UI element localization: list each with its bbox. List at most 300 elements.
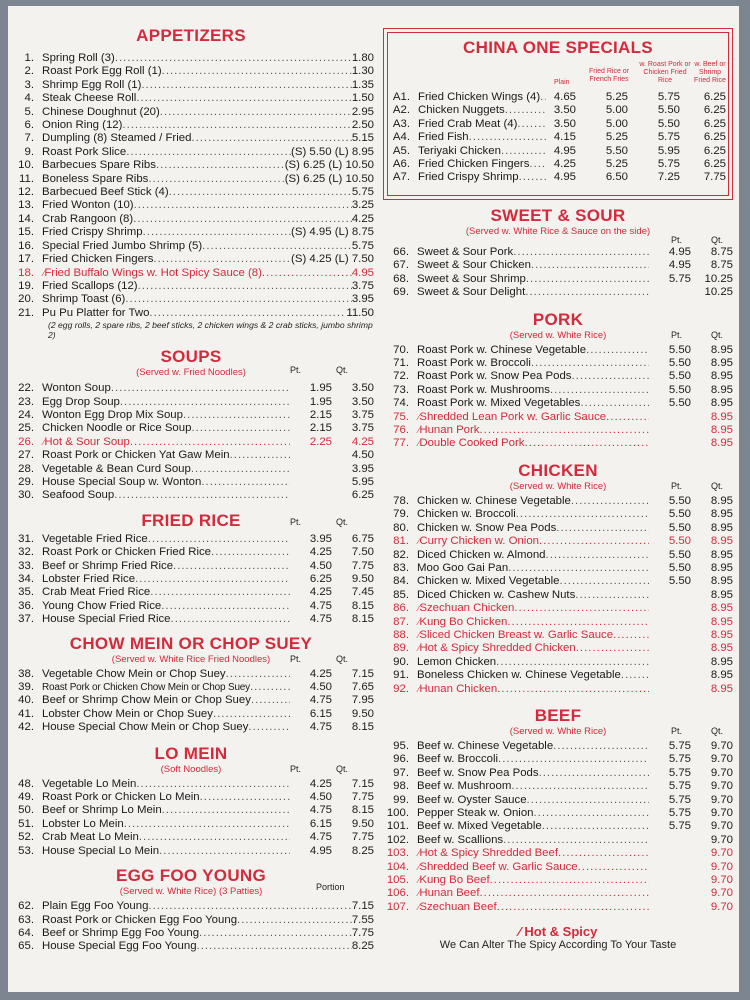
right-sections (383, 206, 733, 951)
item-price-pint: 4.25 (309, 546, 332, 559)
egg-foo-young-title: EGG FOO YOUNG (116, 866, 266, 886)
item-number: 78. (393, 494, 409, 507)
leader-dots (480, 424, 650, 437)
special-item (384, 131, 726, 144)
item-price-pint: 4.75 (309, 694, 332, 707)
leader-dots (490, 874, 649, 887)
item-name: Beef or Shrimp Chow Mein or Chop Suey (42, 694, 251, 707)
leader-dots (531, 357, 649, 370)
item-price-quart: 9.50 (351, 573, 374, 585)
item-price: 4.95 (351, 266, 374, 279)
item-price-pint: 5.75 (668, 753, 691, 766)
item-price-pint: 5.75 (668, 780, 691, 793)
item-price-pint: 4.75 (309, 599, 332, 612)
item-name: House Special Fried Rice (42, 613, 171, 626)
beef-subtitle (383, 726, 733, 737)
menu-item (383, 437, 733, 450)
item-price-quart: 8.95 (710, 370, 733, 383)
item-name: Spring Roll (3) (42, 52, 115, 64)
menu-item (383, 642, 733, 655)
item-name: Lobster Fried Rice (42, 573, 136, 585)
pepper-icon: ∕ (418, 876, 420, 886)
specials-column-headers (384, 61, 732, 87)
menu-item (8, 159, 374, 172)
item-price: (S) 6.25 (L) 10.50 (284, 172, 374, 185)
item-price: 7.75 (351, 926, 374, 939)
item-name: Vegetable Fried Rice (42, 532, 148, 545)
item-price-quart: 8.95 (710, 424, 733, 437)
leader-dots (571, 495, 649, 508)
leader-dots (120, 396, 290, 409)
leader-dots (191, 422, 290, 435)
leader-dots (497, 683, 649, 696)
item-price-quart: 7.75 (351, 559, 374, 572)
item-name: Roast Pork Egg Roll (1) (42, 65, 162, 78)
menu-item (8, 533, 374, 546)
item-name: Wonton Egg Drop Mix Soup (42, 408, 183, 421)
item-price-pint: 4.95 (668, 259, 691, 272)
item-name: Beef w. Snow Pea Pods (417, 766, 539, 779)
item-price-quart: 8.95 (710, 561, 733, 574)
price-plain: 4.25 (553, 158, 576, 171)
item-name: Szechuan Beef (419, 900, 497, 913)
item-price-pint: 1.95 (309, 395, 332, 408)
pupu-note: (2 egg rolls, 2 spare ribs, 2 beef sticks, 2 chicken wings & 2 crab sticks, jumbo shrimp 2) (48, 320, 373, 341)
menu-item (8, 778, 374, 791)
item-name: Fried Chicken Fingers (42, 253, 154, 266)
leader-dots (556, 522, 649, 535)
item-price-quart: 10.25 (704, 286, 733, 299)
leader-dots (531, 259, 649, 272)
item-price-pint: 4.75 (309, 804, 332, 817)
pepper-icon: ∕ (418, 889, 420, 899)
price-beef: 7.75 (703, 171, 726, 184)
item-price-pint: 4.75 (309, 831, 332, 844)
item-number: 106. (386, 887, 409, 900)
item-number: A4. (392, 131, 410, 144)
menu-item (8, 409, 374, 422)
item-price: 1.30 (351, 65, 374, 78)
item-number: 99. (393, 793, 409, 806)
item-price-quart: 8.15 (351, 599, 374, 612)
sweet-sour-list (383, 246, 733, 300)
item-name: Dumpling (8) Steamed / Fried (42, 132, 192, 145)
item-price-quart: 3.75 (351, 422, 374, 435)
item-price-pint: 5.50 (668, 521, 691, 534)
item-number: 98. (393, 780, 409, 793)
item-price-pint: 5.50 (668, 508, 691, 521)
item-price-quart: 9.70 (710, 793, 733, 806)
item-number: 4. (24, 92, 34, 105)
leader-dots (606, 411, 649, 424)
leader-dots (237, 914, 352, 927)
special-item (384, 104, 726, 117)
item-price-pint: 5.50 (668, 535, 691, 548)
item-number: 40. (18, 694, 34, 707)
price-beef: 6.25 (703, 158, 726, 171)
leader-dots (130, 436, 290, 449)
menu-item (383, 874, 733, 887)
item-price-quart: 9.70 (710, 820, 733, 833)
price-roast: 5.95 (657, 144, 680, 157)
leader-dots (150, 586, 290, 599)
menu-item (8, 173, 374, 186)
item-name: Roast Pork or Chicken Chow Mein or Chop Suey (42, 682, 250, 694)
menu-item (8, 845, 374, 858)
item-number: 22. (18, 382, 34, 395)
menu-item (8, 694, 374, 707)
item-price-quart: 8.95 (710, 410, 733, 423)
leader-dots (162, 65, 352, 78)
price-plain: 3.50 (553, 104, 576, 117)
item-price: (S) 5.50 (L) 8.95 (291, 145, 374, 158)
item-price-quart: 8.95 (710, 655, 733, 668)
menu-item (383, 273, 733, 286)
beef-title: BEEF (534, 705, 582, 725)
leader-dots (553, 740, 649, 753)
item-price-quart: 7.75 (351, 831, 374, 844)
soups-subtitle-text: (Served w. Fried Noodles) (136, 367, 246, 379)
item-number: 90. (393, 655, 409, 668)
item-name: Double Cooked Pork (419, 437, 525, 450)
leader-dots (173, 560, 290, 573)
menu-item (8, 226, 374, 239)
item-name: Beef w. Mushroom (417, 780, 512, 793)
leader-dots (226, 668, 290, 681)
item-number: 49. (18, 791, 34, 804)
menu-item (8, 927, 374, 940)
menu-item (8, 436, 374, 449)
item-number: 1. (24, 52, 34, 64)
item-number: 81. (393, 535, 409, 548)
item-number: 38. (18, 667, 34, 680)
menu-item (8, 146, 374, 159)
leader-dots (156, 159, 285, 172)
leader-dots (136, 92, 351, 105)
item-name: House Special Chow Mein or Chop Suey (42, 721, 249, 734)
item-number: 79. (393, 508, 409, 521)
item-name: Pepper Steak w. Onion (417, 807, 534, 819)
item-price-quart: 8.95 (710, 535, 733, 548)
item-number: 73. (393, 383, 409, 396)
menu-item (383, 820, 733, 833)
item-number: 95. (393, 739, 409, 752)
item-price-quart: 8.95 (710, 548, 733, 561)
leader-dots (469, 131, 546, 144)
item-price: 5.75 (351, 186, 374, 199)
item-price-quart: 9.70 (710, 860, 733, 873)
item-price-pint: 5.50 (668, 370, 691, 383)
lo-mein-pt-header: Pt. (290, 763, 302, 774)
menu-item (383, 780, 733, 793)
menu-item (8, 422, 374, 435)
item-price: (S) 6.25 (L) 10.50 (284, 159, 374, 172)
item-price-pint: 1.95 (309, 382, 332, 395)
item-number: 9. (24, 145, 34, 158)
pepper-icon: ∕ (418, 617, 420, 627)
leader-dots (578, 861, 649, 874)
price-plain: 4.15 (553, 131, 576, 144)
item-name: Lobster Chow Mein or Chop Suey (42, 707, 213, 720)
item-price-quart: 8.95 (710, 669, 733, 682)
chow-mein-qt-header: Qt. (336, 653, 349, 664)
item-name: Roast Pork w. Mushrooms (417, 383, 550, 396)
leader-dots (572, 370, 650, 383)
item-number: 25. (18, 422, 34, 435)
item-price-pint: 6.15 (309, 817, 332, 830)
item-name: Special Fried Jumbo Shrimp (5) (42, 239, 203, 252)
item-name: House Special Egg Foo Young (42, 940, 197, 953)
item-name: Fried Crab Meat (4) (418, 117, 518, 130)
specials-title: CHINA ONE SPECIALS (463, 38, 653, 57)
menu-item (383, 861, 733, 874)
item-number: 18. (18, 266, 34, 279)
item-price-quart: 6.75 (351, 532, 374, 545)
specials-fries-header: Fried Rice or French Fries (588, 68, 630, 83)
item-price-quart: 3.50 (351, 382, 374, 395)
fried-rice-qt-header: Qt. (336, 516, 349, 527)
item-price: 5.75 (351, 239, 374, 252)
item-name: Diced Chicken w. Almond (417, 548, 546, 561)
item-number: 11. (19, 172, 34, 185)
leader-dots (529, 158, 546, 171)
leader-dots (546, 549, 649, 562)
pepper-icon: ∕ (43, 268, 45, 278)
leader-dots (138, 280, 352, 293)
item-price: 2.95 (351, 105, 374, 118)
leader-dots (507, 616, 649, 629)
menu-item (8, 307, 374, 320)
menu-item (383, 589, 733, 602)
sweet-sour-headers (383, 237, 733, 246)
leader-dots (199, 927, 352, 940)
special-item (384, 118, 726, 131)
special-item (384, 171, 726, 184)
item-number: 72. (393, 370, 409, 383)
leader-dots (550, 384, 649, 397)
item-name: Fried Crispy Shrimp (418, 171, 519, 184)
item-name: Egg Drop Soup (42, 395, 120, 408)
item-name: Szechuan Chicken (419, 602, 515, 615)
item-price-quart: 4.50 (351, 449, 374, 462)
item-name: Moo Goo Gai Pan (417, 561, 509, 574)
pepper-icon: ∕ (418, 644, 420, 654)
item-price-pint: 4.50 (309, 681, 332, 694)
item-name: Beef w. Chinese Vegetable (417, 739, 554, 752)
item-number: A3. (392, 117, 410, 130)
item-price: 1.50 (351, 92, 374, 105)
leader-dots (197, 940, 352, 953)
menu-item (8, 831, 374, 844)
menu-item (383, 794, 733, 807)
egg-foo-young-subtitle (8, 882, 374, 898)
chicken-pt-header: Pt. (671, 480, 683, 491)
leader-dots (191, 132, 351, 145)
item-number: 2. (24, 65, 34, 78)
item-name: Chicken w. Chinese Vegetable (417, 494, 571, 507)
item-name: Sweet & Sour Delight (417, 286, 526, 299)
item-price-pint: 4.95 (309, 844, 332, 857)
item-number: 28. (18, 462, 34, 475)
pepper-icon: ∕ (43, 437, 45, 447)
pepper-icon: ∕ (418, 684, 420, 694)
item-price: (S) 4.25 (L) 7.50 (291, 253, 374, 266)
price-plain: 4.95 (553, 171, 576, 184)
item-name: Steak Cheese Roll (42, 92, 137, 105)
pork-subtitle (383, 330, 733, 341)
item-price: 4.25 (351, 212, 374, 225)
price-fries: 5.50 (605, 144, 628, 157)
chow-mein-title: CHOW MEIN OR CHOP SUEY (69, 633, 313, 653)
leader-dots (558, 847, 649, 860)
item-name: Sweet & Sour Pork (417, 246, 514, 258)
hot-spicy-legend (383, 924, 733, 939)
item-name: Sliced Chicken Breast w. Garlic Sauce (419, 628, 614, 641)
item-price-quart: 7.95 (351, 694, 374, 707)
pork-title: PORK (532, 309, 584, 329)
special-item (384, 158, 726, 171)
item-price-pint: 5.50 (668, 548, 691, 561)
item-price-quart: 9.50 (351, 707, 374, 720)
item-name: Plain Egg Foo Young (42, 900, 149, 913)
item-number: A6. (392, 158, 410, 171)
leader-dots (517, 118, 546, 131)
menu-item (8, 92, 374, 105)
item-name: Seafood Soup (42, 489, 115, 502)
leader-dots (162, 804, 290, 817)
leader-dots (148, 173, 284, 186)
item-price-quart: 6.25 (351, 489, 374, 502)
item-price-quart: 9.70 (710, 780, 733, 793)
leader-dots (114, 489, 290, 502)
menu-item (8, 613, 374, 626)
item-price-pint: 4.25 (309, 777, 332, 790)
item-name: Crab Meat Lo Mein (42, 831, 139, 844)
item-name: Diced Chicken w. Cashew Nuts (417, 588, 576, 601)
leader-dots (248, 721, 290, 734)
leader-dots (513, 246, 649, 259)
item-price: 3.25 (351, 199, 374, 212)
menu-item (383, 669, 733, 682)
item-number: 6. (24, 119, 34, 132)
leader-dots (160, 106, 352, 119)
menu-item (8, 804, 374, 817)
chow-mein-subtitle (8, 654, 374, 665)
item-price: 11.50 (346, 306, 374, 319)
leader-dots (125, 293, 351, 306)
item-name: Hot & Spicy Shredded Beef (419, 847, 559, 860)
item-number: 15. (18, 226, 34, 239)
item-name: Young Chow Fried Rice (42, 599, 162, 612)
item-name: Roast Pork w. Snow Pea Pods (417, 370, 572, 383)
menu-item (383, 562, 733, 575)
menu-item (8, 240, 374, 253)
item-price: 3.75 (351, 279, 374, 292)
specials-plain-header: Plain (554, 79, 570, 86)
item-price-quart: 8.95 (710, 575, 733, 588)
item-number: 85. (393, 588, 409, 601)
item-number: 35. (18, 586, 34, 599)
menu-item (8, 546, 374, 559)
menu-item (8, 132, 374, 145)
menu-item (383, 887, 733, 900)
menu-item (8, 119, 374, 132)
menu-item (8, 791, 374, 804)
chow-mein-subtitle-text: (Served w. White Rice Fried Noodles) (111, 653, 271, 665)
leader-dots (503, 834, 649, 847)
pepper-icon: ∕ (418, 862, 420, 872)
pork-pt-header: Pt. (671, 329, 683, 340)
item-number: 3. (24, 78, 34, 91)
menu-item (8, 560, 374, 573)
item-number: 13. (18, 199, 34, 212)
menu-item (383, 683, 733, 696)
item-price-pint: 5.75 (668, 820, 691, 833)
item-name: Hunan Beef (419, 887, 480, 900)
item-price-pint: 5.75 (668, 807, 691, 819)
menu-item (8, 267, 374, 280)
item-name: Chicken w. Mixed Vegetable (417, 575, 560, 588)
menu-item (383, 656, 733, 669)
item-price-pint: 4.75 (309, 613, 332, 626)
item-name: Pu Pu Platter for Two (42, 306, 150, 319)
lo-mein-subtitle (8, 764, 374, 775)
fried-rice-list (8, 533, 374, 627)
item-price-quart: 8.25 (351, 844, 374, 857)
leader-dots (122, 119, 351, 132)
item-price-pint: 5.50 (668, 397, 691, 410)
item-number: 39. (18, 681, 34, 694)
menu-item (383, 344, 733, 357)
item-name: Vegetable Lo Mein (42, 777, 137, 790)
price-plain: 3.50 (553, 117, 576, 130)
item-number: 86. (393, 602, 409, 615)
item-name: Beef w. Scallions (417, 833, 504, 846)
item-number: 69. (393, 286, 409, 299)
item-number: 52. (18, 831, 34, 844)
appetizers-title: APPETIZERS (136, 26, 246, 45)
item-price-quart: 9.70 (710, 874, 733, 887)
item-name: Roast Pork or Chicken Egg Foo Young (42, 913, 238, 926)
item-price-quart: 3.75 (351, 408, 374, 421)
leader-dots (251, 694, 290, 707)
menu-page (8, 6, 739, 992)
leader-dots (171, 613, 290, 626)
item-price-pint: 4.75 (309, 721, 332, 734)
item-number: 67. (393, 259, 409, 272)
item-name: Chicken Nuggets (418, 104, 505, 117)
menu-item (383, 616, 733, 629)
leader-dots (505, 104, 546, 117)
item-name: Roast Pork or Chicken Fried Rice (42, 546, 212, 559)
price-roast: 5.75 (657, 91, 680, 103)
beef-subtitle-text: (Served w. White Rice) (509, 725, 607, 737)
item-name: Boneless Chicken w. Chinese Vegetable (417, 669, 621, 682)
menu-item (8, 463, 374, 476)
item-name: Barbecued Beef Stick (4) (42, 186, 169, 199)
leader-dots (497, 901, 649, 914)
leader-dots (576, 642, 649, 655)
item-number: 24. (18, 408, 34, 421)
item-price-pint: 5.50 (668, 561, 691, 574)
item-name: Vegetable Chow Mein or Chop Suey (42, 667, 226, 680)
leader-dots (148, 533, 290, 546)
item-number: 88. (393, 628, 409, 641)
item-price-quart: 4.25 (351, 435, 374, 448)
item-number: 102. (386, 833, 409, 846)
menu-item (383, 286, 733, 299)
item-price-pint: 4.25 (309, 667, 332, 680)
